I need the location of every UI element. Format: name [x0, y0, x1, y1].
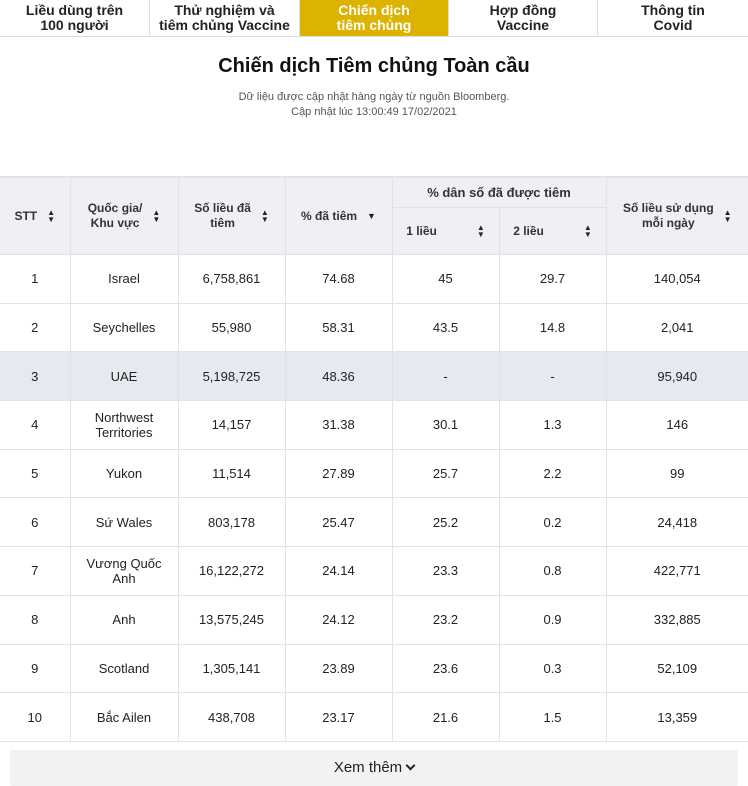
col-stt[interactable] [0, 178, 70, 255]
cell-pct: 25.47 [285, 498, 392, 547]
cell-doses: 14,157 [178, 401, 285, 450]
cell-one: 25.7 [392, 449, 499, 498]
tab-vaccination-campaign[interactable]: Chiến dịch tiêm chủng [300, 0, 449, 36]
cell-daily: 52,109 [606, 644, 748, 693]
cell-pct: 58.31 [285, 303, 392, 352]
see-more-label: Xem thêm [333, 759, 403, 777]
cell-one: 43.5 [392, 303, 499, 352]
cell-stt: 8 [0, 595, 70, 644]
cell-country: UAE [70, 352, 178, 401]
cell-pct: 27.89 [285, 449, 392, 498]
data-source-note: Dữ liệu được cập nhật hàng ngày từ nguồn Bloomberg. [238, 91, 510, 103]
cell-two: 0.8 [499, 547, 606, 596]
cell-pct: 23.89 [285, 644, 392, 693]
sort-desc-icon[interactable]: ▼ [367, 210, 376, 221]
cell-two: 29.7 [499, 255, 606, 304]
col-population-group-label: % dân số đã được tiêm [427, 185, 571, 200]
col-daily-label: Số liều sử dụng mỗi ngày [622, 201, 714, 230]
cell-two: 0.2 [499, 498, 606, 547]
col-stt-label: STT [14, 208, 38, 223]
cell-pct: 23.17 [285, 693, 392, 742]
sort-icon[interactable]: ▲ ▼ [47, 208, 56, 224]
col-two-dose-label: 2 liều [513, 223, 544, 238]
cell-two: 2.2 [499, 449, 606, 498]
cell-country: Yukon [70, 449, 178, 498]
col-population-group [392, 178, 606, 208]
cell-daily: 99 [606, 449, 748, 498]
cell-country: Bắc Ailen [70, 693, 178, 742]
tab-vaccine-trials[interactable]: Thử nghiệm và tiêm chủng Vaccine [150, 0, 300, 36]
cell-country: Seychelles [70, 303, 178, 352]
cell-daily: 24,418 [606, 498, 748, 547]
sort-icon[interactable]: ▲ ▼ [723, 208, 732, 224]
cell-doses: 6,758,861 [178, 255, 285, 304]
cell-stt: 9 [0, 644, 70, 693]
cell-one: 23.2 [392, 595, 499, 644]
cell-daily: 95,940 [606, 352, 748, 401]
table-row [0, 303, 748, 352]
cell-country: Anh [70, 595, 178, 644]
cell-two: 0.3 [499, 644, 606, 693]
cell-stt: 10 [0, 693, 70, 742]
cell-daily: 2,041 [606, 303, 748, 352]
cell-two: 14.8 [499, 303, 606, 352]
cell-stt: 4 [0, 401, 70, 450]
see-more-button[interactable] [10, 750, 738, 786]
sort-icon[interactable]: ▲ ▼ [583, 223, 592, 239]
col-country-label: Quốc gia/ Khu vực [87, 201, 143, 230]
col-doses-label: Số liều đã tiêm [194, 201, 251, 230]
cell-daily: 13,359 [606, 693, 748, 742]
cell-doses: 438,708 [178, 693, 285, 742]
table-row [0, 401, 748, 450]
cell-one: 23.3 [392, 547, 499, 596]
cell-stt: 7 [0, 547, 70, 596]
col-two-dose[interactable] [499, 208, 606, 255]
cell-daily: 146 [606, 401, 748, 450]
table-row [0, 255, 748, 304]
table-row [0, 352, 748, 401]
cell-country: Sứ Wales [70, 498, 178, 547]
tab-covid-info[interactable]: Thông tin Covid [598, 0, 748, 36]
col-doses[interactable] [178, 178, 285, 255]
cell-country: Vương Quốc Anh [70, 547, 178, 596]
cell-pct: 74.68 [285, 255, 392, 304]
sort-icon[interactable]: ▲ ▼ [476, 223, 485, 239]
table-row [0, 693, 748, 742]
sort-icon[interactable]: ▲ ▼ [260, 208, 269, 224]
cell-one: 30.1 [392, 401, 499, 450]
col-pct-label: % đã tiêm [301, 208, 358, 223]
cell-pct: 48.36 [285, 352, 392, 401]
cell-pct: 31.38 [285, 401, 392, 450]
cell-pct: 24.12 [285, 595, 392, 644]
cell-stt: 3 [0, 352, 70, 401]
table-row [0, 498, 748, 547]
cell-doses: 803,178 [178, 498, 285, 547]
tab-doses-per-100[interactable]: Liều dùng trên 100 người [0, 0, 150, 36]
cell-two: 1.3 [499, 401, 606, 450]
cell-stt: 1 [0, 255, 70, 304]
cell-doses: 11,514 [178, 449, 285, 498]
table-row [0, 547, 748, 596]
cell-two: 1.5 [499, 693, 606, 742]
cell-country: Israel [70, 255, 178, 304]
cell-two: 0.9 [499, 595, 606, 644]
cell-doses: 16,122,272 [178, 547, 285, 596]
cell-one: 21.6 [392, 693, 499, 742]
cell-daily: 140,054 [606, 255, 748, 304]
table-row [0, 644, 748, 693]
cell-two: - [499, 352, 606, 401]
chevron-down-icon [406, 761, 416, 771]
page-header [0, 37, 748, 177]
cell-one: - [392, 352, 499, 401]
col-daily[interactable] [606, 178, 748, 255]
table-row [0, 449, 748, 498]
cell-doses: 55,980 [178, 303, 285, 352]
cell-doses: 5,198,725 [178, 352, 285, 401]
col-country[interactable] [70, 178, 178, 255]
cell-one: 23.6 [392, 644, 499, 693]
vaccination-table [0, 177, 748, 742]
cell-stt: 2 [0, 303, 70, 352]
cell-daily: 422,771 [606, 547, 748, 596]
col-pct[interactable] [285, 178, 392, 255]
tab-vaccine-contracts[interactable]: Hợp đồng Vaccine [449, 0, 598, 36]
tab-bar [0, 0, 748, 37]
cell-stt: 5 [0, 449, 70, 498]
col-one-dose-label: 1 liều [406, 223, 437, 238]
cell-doses: 1,305,141 [178, 644, 285, 693]
cell-country: Scotland [70, 644, 178, 693]
table-row [0, 595, 748, 644]
col-one-dose[interactable] [392, 208, 499, 255]
sort-icon[interactable]: ▲ ▼ [152, 208, 161, 224]
cell-daily: 332,885 [606, 595, 748, 644]
cell-doses: 13,575,245 [178, 595, 285, 644]
cell-one: 45 [392, 255, 499, 304]
cell-pct: 24.14 [285, 547, 392, 596]
page-title: Chiến dịch Tiêm chủng Toàn cầu [218, 55, 530, 77]
cell-one: 25.2 [392, 498, 499, 547]
cell-stt: 6 [0, 498, 70, 547]
update-timestamp: Cập nhật lúc 13:00:49 17/02/2021 [291, 106, 457, 118]
cell-country: Northwest Territories [70, 401, 178, 450]
